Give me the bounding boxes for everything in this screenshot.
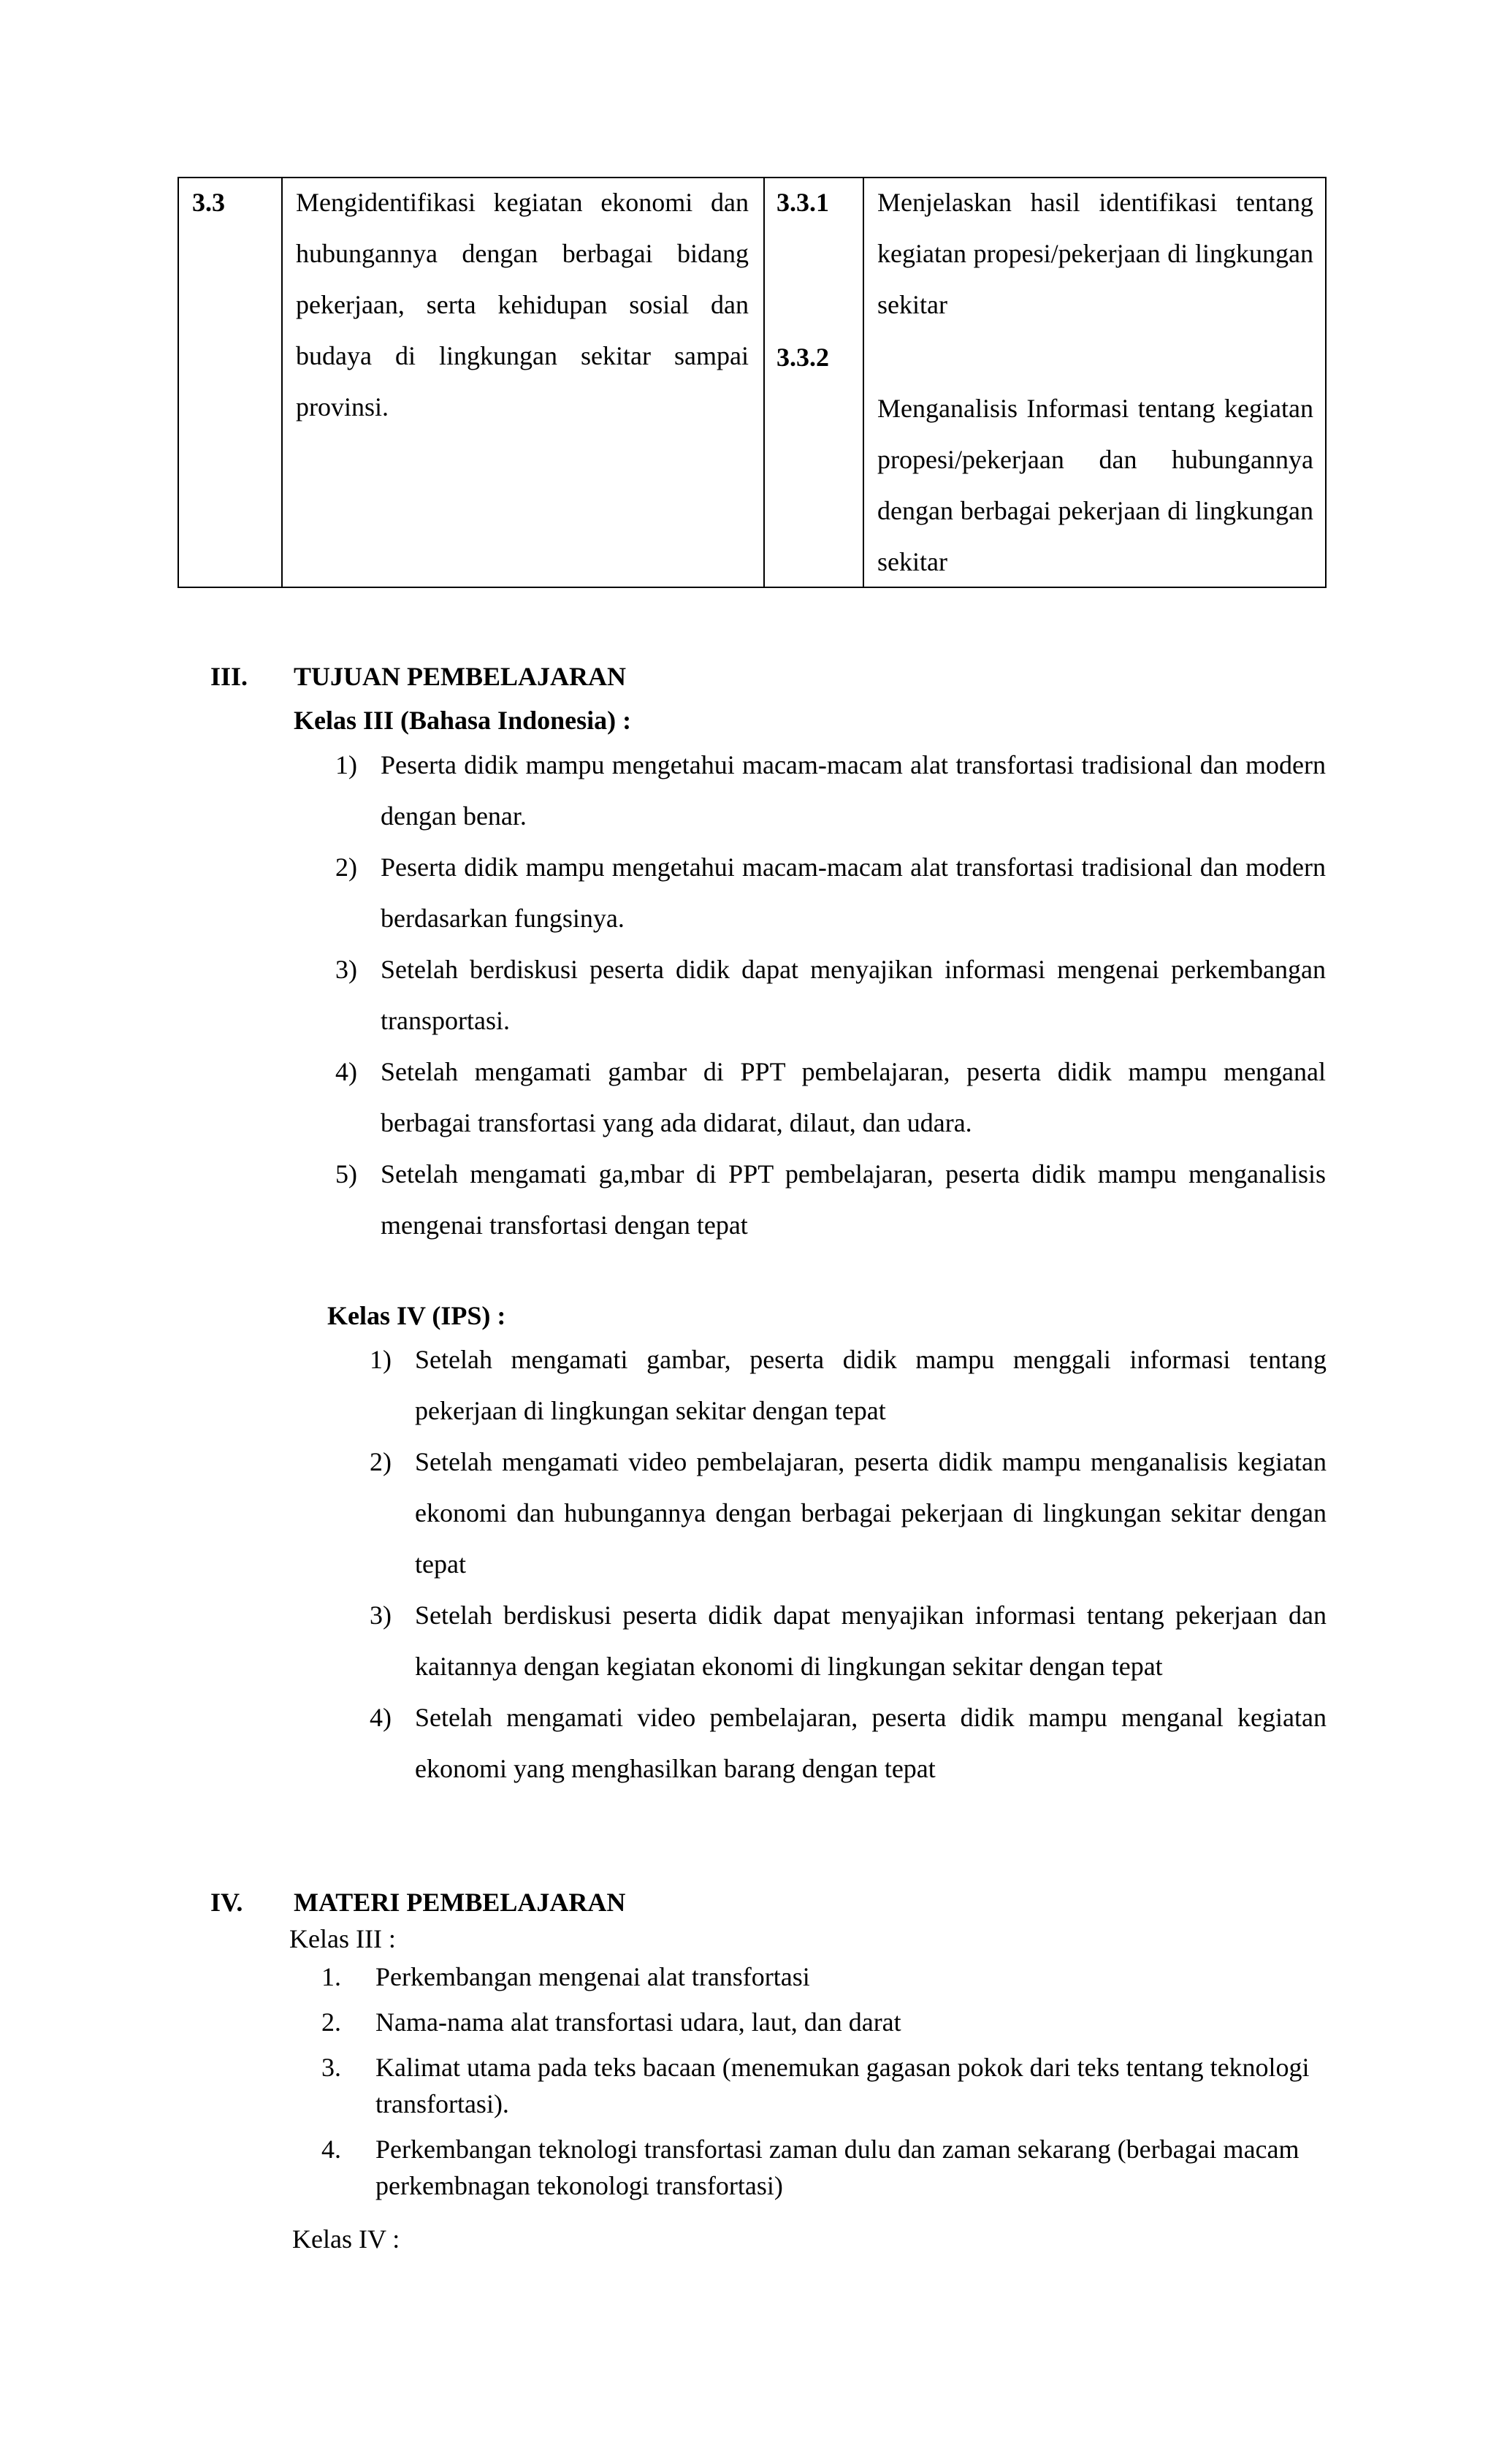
tujuan-kelas-iv-list [370, 1334, 1327, 1794]
list-item-number: 1. [321, 1962, 341, 1991]
list-item-number: 3) [370, 1601, 392, 1630]
kd-code-cell [179, 178, 283, 587]
list-item-number: 1) [335, 750, 357, 779]
materi-kelas-iii-label: Kelas III : [289, 1924, 396, 1953]
list-item [370, 1692, 1327, 1794]
list-item-number: 2. [321, 2007, 341, 2037]
list-item-number: 2) [335, 853, 357, 882]
list-item [335, 842, 1326, 944]
materi-kelas-iii-list [321, 1958, 1329, 2213]
kd-table [178, 177, 1327, 588]
list-item [321, 2049, 1329, 2122]
list-item-number: 4. [321, 2135, 341, 2164]
kelas-iv-heading: Kelas IV (IPS) : [327, 1301, 506, 1330]
list-item [335, 739, 1326, 842]
indicator-text-1: Menjelaskan hasil identifikasi tentang kegiatan propesi/pekerjaan di lingkungan sekitar [877, 188, 1313, 319]
indicator-text-cell [864, 178, 1328, 587]
indicator-code-cell [765, 178, 864, 587]
kd-code: 3.3 [192, 188, 225, 217]
tujuan-kelas-iii-list [335, 739, 1326, 1251]
list-item [335, 1046, 1326, 1148]
list-item-number: 4) [370, 1703, 392, 1732]
list-item-text: Peserta didik mampu mengetahui macam-macam alat transfortasi tradisional dan modern berdasarkan fungsinya. [381, 853, 1326, 933]
list-item-text: Peserta didik mampu mengetahui macam-macam alat transfortasi tradisional dan modern dengan benar. [381, 750, 1326, 831]
list-item-number: 3. [321, 2053, 341, 2082]
list-item [370, 1590, 1327, 1692]
kd-text: Mengidentifikasi kegiatan ekonomi dan hubungannya dengan berbagai bidang pekerjaan, serta kehidupan sosial dan budaya di lingkungan sekitar sampai provinsi. [296, 188, 749, 422]
list-item-text: Setelah mengamati video pembelajaran, peserta didik mampu menganalisis kegiatan ekonomi dan hubungannya dengan berbagai pekerjaan di lingkungan sekitar dengan tepat [415, 1447, 1327, 1579]
list-item-text: Setelah mengamati gambar, peserta didik mampu menggali informasi tentang pekerjaan di lingkungan sekitar dengan tepat [415, 1345, 1327, 1425]
list-item-text: Perkembangan teknologi transfortasi zaman dulu dan zaman sekarang (berbagai macam perkembnagan tekonologi transfortasi) [375, 2135, 1300, 2200]
section-iv-title: MATERI PEMBELAJARAN [294, 1888, 626, 1917]
list-item [370, 1436, 1327, 1590]
section-iv-number: IV. [210, 1888, 243, 1917]
list-item [321, 2004, 1329, 2040]
list-item-number: 5) [335, 1159, 357, 1189]
list-item-text: Kalimat utama pada teks bacaan (menemukan gagasan pokok dari teks tentang teknologi transfortasi). [375, 2053, 1310, 2118]
kelas-iii-heading: Kelas III (Bahasa Indonesia) : [294, 706, 632, 735]
list-item [335, 1148, 1326, 1251]
indicator-code-1: 3.3.1 [776, 188, 829, 217]
section-iii-number: III. [210, 662, 248, 691]
list-item-number: 2) [370, 1447, 392, 1476]
materi-kelas-iv-label: Kelas IV : [292, 2224, 400, 2254]
list-item-text: Nama-nama alat transfortasi udara, laut, dan darat [375, 2007, 901, 2037]
indicator-code-2: 3.3.2 [776, 343, 829, 372]
list-item [370, 1334, 1327, 1436]
list-item-text: Setelah berdiskusi peserta didik dapat menyajikan informasi tentang pekerjaan dan kaitannya dengan kegiatan ekonomi di lingkungan sekitar dengan tepat [415, 1601, 1327, 1681]
kd-text-cell [283, 178, 765, 587]
list-item [321, 2131, 1329, 2204]
list-item [321, 1958, 1329, 1995]
list-item-text: Setelah berdiskusi peserta didik dapat menyajikan informasi mengenai perkembangan transportasi. [381, 955, 1326, 1035]
list-item-text: Setelah mengamati video pembelajaran, peserta didik mampu menganal kegiatan ekonomi yang menghasilkan barang dengan tepat [415, 1703, 1327, 1783]
list-item-text: Setelah mengamati ga,mbar di PPT pembelajaran, peserta didik mampu menganalisis mengenai transfortasi dengan tepat [381, 1159, 1326, 1240]
list-item-number: 3) [335, 955, 357, 984]
list-item-text: Perkembangan mengenai alat transfortasi [375, 1962, 810, 1991]
list-item-number: 1) [370, 1345, 392, 1374]
indicator-text-2: Menganalisis Informasi tentang kegiatan propesi/pekerjaan dan hubungannya dengan berbagai pekerjaan di lingkungan sekitar [877, 394, 1313, 576]
section-iii-title: TUJUAN PEMBELAJARAN [294, 662, 627, 691]
list-item [335, 944, 1326, 1046]
list-item-number: 4) [335, 1057, 357, 1086]
list-item-text: Setelah mengamati gambar di PPT pembelajaran, peserta didik mampu menganal berbagai transfortasi yang ada didarat, dilaut, dan udara. [381, 1057, 1326, 1137]
